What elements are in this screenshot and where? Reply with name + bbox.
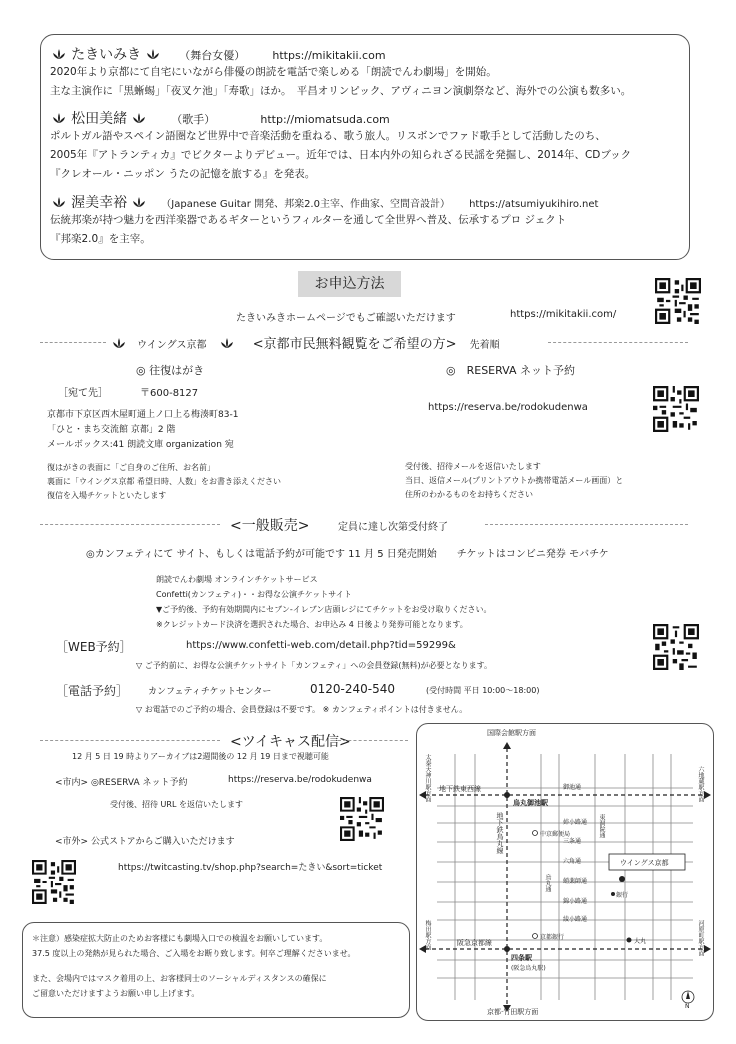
bio-line: 『邦楽2.0』を主宰。 (50, 233, 151, 245)
access-map (416, 723, 714, 1021)
performer-bio (50, 211, 566, 249)
map-north: N (685, 1003, 690, 1010)
qr-icon (340, 797, 384, 841)
notice-line: ＊注意）感染症拡大防止のためお客様にも劇場入口での検温をお願いしています。 (32, 934, 328, 943)
map-street-higashi: 東洞院通 (598, 814, 605, 838)
twitcas-store-url[interactable]: https://twitcasting.tv/shop.php?search=たきい&sort=ticket (118, 863, 383, 873)
web-url[interactable]: https://www.confetti-web.com/detail.php?tid=59299& (186, 640, 456, 651)
performer-1-header (52, 44, 386, 64)
service-line: ※クレジットカード決済を選択された場合、お申込み 4 日後より発券可能となります。 (156, 620, 468, 629)
address-block (47, 408, 238, 453)
performer-name: 松田美緒 (71, 111, 128, 127)
zip-code: 〒600-8127 (140, 388, 199, 399)
map-venue-label: ウイングス京都 (620, 859, 669, 867)
twitcas-city-in-note: 受付後、招待 URL を返信いたします (110, 800, 243, 809)
qr-code-twitcas-store[interactable] (32, 860, 76, 904)
qr-icon (32, 860, 76, 904)
performer-bio (50, 127, 631, 184)
divider (548, 342, 688, 343)
map-street: 綾小路通 (563, 916, 588, 923)
service-line: ▼ご予約後、予約有効期間内にセブン-イレブン店頭レジにてチケットをお受け取りください。 (156, 605, 492, 614)
map-street: 蛸薬師通 (563, 878, 588, 885)
performer-name: たきいみき (71, 47, 142, 63)
divider (40, 524, 220, 525)
wings-title: <京都市民無料観覧をご希望の方> (252, 337, 457, 352)
lotus-icon (52, 197, 66, 208)
note-line: 住所のわかるものをお持ちください (405, 490, 533, 499)
notice-text (32, 931, 355, 1001)
address-line: 京都市下京区西木屋町通上ノ口上る梅湊町83-1 (47, 410, 239, 420)
address-line: メールボックス:41 朗読文庫 organization 宛 (47, 440, 234, 450)
note-line: 当日、返信メール(プリントアウトか携帯電話メール画面）と (405, 476, 624, 485)
performer-role: （舞台女優） (179, 49, 246, 62)
general-intro: ◎カンフェティにて サイト、もしくは電話予約が可能です 11 月 5 日発売開始 チケットはコンビニ発券 モバチケ (86, 549, 609, 560)
map-label-bottom: 京都·竹田駅方面 (487, 1008, 539, 1016)
notice-line: 37.5 度以上の発熱が見られた場合、ご入場をお断り致します。何卒ご理解くださいませ。 (32, 949, 356, 958)
qr-code-confetti[interactable] (653, 624, 699, 670)
postcard-heading: ◎ 往復はがき (136, 364, 205, 377)
map-shijo-sub: (阪急烏丸駅) (511, 965, 546, 972)
wings-header (112, 333, 500, 352)
wings-order: 先着順 (469, 340, 500, 351)
service-line: 朗読でんわ劇場 オンラインチケットサービス (156, 575, 318, 584)
bio-line: 『クレオール・ニッポン うたの記憶を旅する』を発表。 (50, 168, 316, 180)
bio-line: 2005年『アトランティカ』でビクターよりデビュー。近年では、日本内外の知られざる民謡を発掘し、2014年、CDブック (50, 149, 632, 161)
bio-line: 伝統邦楽が持つ魅力を西洋楽器であるギターというフィルターを通して全世界へ普及、伝承するプロ ジェクト (50, 214, 567, 226)
twitcas-title: <ツイキャス配信> (230, 734, 351, 750)
qr-icon (653, 386, 699, 432)
map-daimaru: 大丸 (634, 938, 647, 945)
twitcas-city-out: <市外> 公式ストアからご購入いただけます (55, 837, 235, 847)
address-label: ［宛て先］ (58, 388, 108, 399)
performer-url[interactable]: https://mikitakii.com (272, 49, 386, 62)
twitcas-city-in: <市内> ◎RESERVA ネット予約 (55, 778, 188, 788)
note-line: 裏面に「ウイングス京都 希望日時、人数」をお書き添えください (47, 477, 282, 486)
map-shijo: 四条駅 (511, 954, 532, 962)
tel-hours: (受付時間 平日 10:00～18:00) (426, 686, 540, 695)
twitcas-schedule: 12 月 5 日 19 時よりアーカイブは2週間後の 12 月 19 日まで視聴可能 (72, 752, 329, 761)
note-line: 受付後、招待メールを返信いたします (405, 462, 541, 471)
map-graphic (417, 724, 713, 1020)
bio-line: ポルトガル語やスペイン語圏など世界中で音楽活動を重ねる、歌う旅人。リスボンでファド歌手として活動したのち、 (50, 130, 606, 142)
performer-url[interactable]: http://miomatsuda.com (260, 113, 390, 126)
performer-3-header (52, 192, 598, 212)
note-line: 復はがきの表面に「ご自身のご住所、お名前」 (47, 463, 215, 472)
map-street-karasuma: 烏丸通 (544, 874, 551, 892)
notice-line: また、会場内ではマスク着用の上、お客様同士のソーシャルディスタンスの確保に (32, 974, 327, 983)
bio-line: 2020年より京都にて自宅にいながら俳優の朗読を電話で楽しめる「朗読でんわ劇場」を開始。 (50, 66, 497, 78)
lotus-icon (132, 197, 146, 208)
lotus-icon (52, 113, 66, 124)
tel-note: ▽ お電話でのご予約の場合、会員登録は不要です。 ※ カンフェティポイントは付きません。 (136, 705, 468, 714)
map-label-left-bottom: 梅田駅方面 (424, 920, 431, 950)
map-street: 三条通 (563, 838, 582, 845)
bio-line: 主な主演作に「黒蜥蜴」「夜叉ケ池」「寿歌」ほか。 平昌オリンピック、アヴィニヨン演劇祭など、海外での公演も数多い。 (50, 85, 632, 97)
divider (40, 740, 220, 741)
map-hankyu: 阪急京都線 (457, 939, 492, 947)
lotus-icon (52, 49, 66, 60)
map-bank: 京都銀行 (540, 934, 565, 941)
qr-code-reserva[interactable] (653, 386, 699, 432)
map-street: 錦小路通 (563, 898, 588, 905)
map-street: 姉小路通 (563, 819, 588, 826)
web-label: ［WEB予約］ (56, 640, 132, 654)
twitcas-city-in-url[interactable]: https://reserva.be/rodokudenwa (228, 775, 372, 785)
web-note: ▽ ご予約前に、お得な公演チケットサイト「カンフェティ」への会員登録(無料)が必要となります。 (136, 661, 492, 670)
general-title: <一般販売> (230, 518, 310, 534)
map-label-top: 国際会館駅方面 (487, 729, 536, 737)
postcard-notes (47, 461, 281, 503)
lotus-icon (220, 338, 234, 349)
map-bank: 銀行 (616, 892, 629, 899)
tel-center: カンフェティチケットセンター (148, 687, 272, 697)
divider (338, 740, 408, 741)
map-street: 六角通 (563, 858, 582, 865)
qr-icon (655, 278, 701, 324)
tel-number[interactable]: 0120-240-540 (310, 682, 396, 696)
divider (485, 524, 688, 525)
reserva-heading: ◎ RESERVA ネット予約 (446, 364, 576, 377)
apply-heading: お申込方法 (298, 271, 401, 297)
performer-url[interactable]: https://atsumiyukihiro.net (469, 199, 599, 210)
performer-role: （Japanese Guitar 開発、邦楽2.0主宰、作曲家、空間音設計） (161, 199, 450, 210)
lotus-icon (146, 49, 160, 60)
map-subway-west: 地下鉄東西線 (439, 785, 481, 793)
service-line: Confetti(カンフェティ)・・お得な公演チケットサイト (156, 590, 352, 599)
map-karasuma-oike: 烏丸御池駅 (513, 799, 548, 807)
qr-code-twitcas-in[interactable] (340, 797, 384, 841)
map-label-left-top: 太秦天神川駅方面 (424, 754, 431, 802)
lotus-icon (112, 338, 126, 349)
lotus-icon (132, 113, 146, 124)
performer-bio (50, 63, 631, 101)
performer-2-header (52, 108, 390, 128)
map-label-right-bottom: 河原町駅方面 (697, 920, 704, 956)
address-line: 「ひと・まち交流館 京都」2 階 (47, 425, 176, 435)
reserva-notes (405, 460, 623, 502)
reserva-url[interactable]: https://reserva.be/rodokudenwa (428, 402, 588, 413)
divider (40, 342, 106, 343)
map-bank: 中京郵便局 (540, 831, 571, 838)
qr-icon (653, 624, 699, 670)
qr-code-homepage[interactable] (655, 278, 701, 324)
tel-label: ［電話予約］ (56, 684, 129, 698)
performer-role: （歌手） (171, 113, 216, 126)
map-karasuma-line: 地下鉄烏丸線 (496, 812, 504, 854)
general-service (156, 572, 491, 632)
general-subtitle: 定員に達し次第受付終了 (338, 522, 448, 533)
map-label-right-top: 六地蔵駅方面 (697, 766, 704, 802)
homepage-url[interactable]: https://mikitakii.com/ (510, 309, 617, 320)
map-street: 御池通 (563, 784, 582, 791)
notice-line: ご留意いただけますようお願い申し上げます。 (32, 989, 200, 998)
homepage-note: たきいみきホームページでもご確認いただけます (236, 313, 456, 324)
wings-venue: ウイングス京都 (137, 340, 207, 351)
performer-name: 渥美幸裕 (71, 195, 128, 211)
note-line: 復信を入場チケットといたします (47, 491, 167, 500)
